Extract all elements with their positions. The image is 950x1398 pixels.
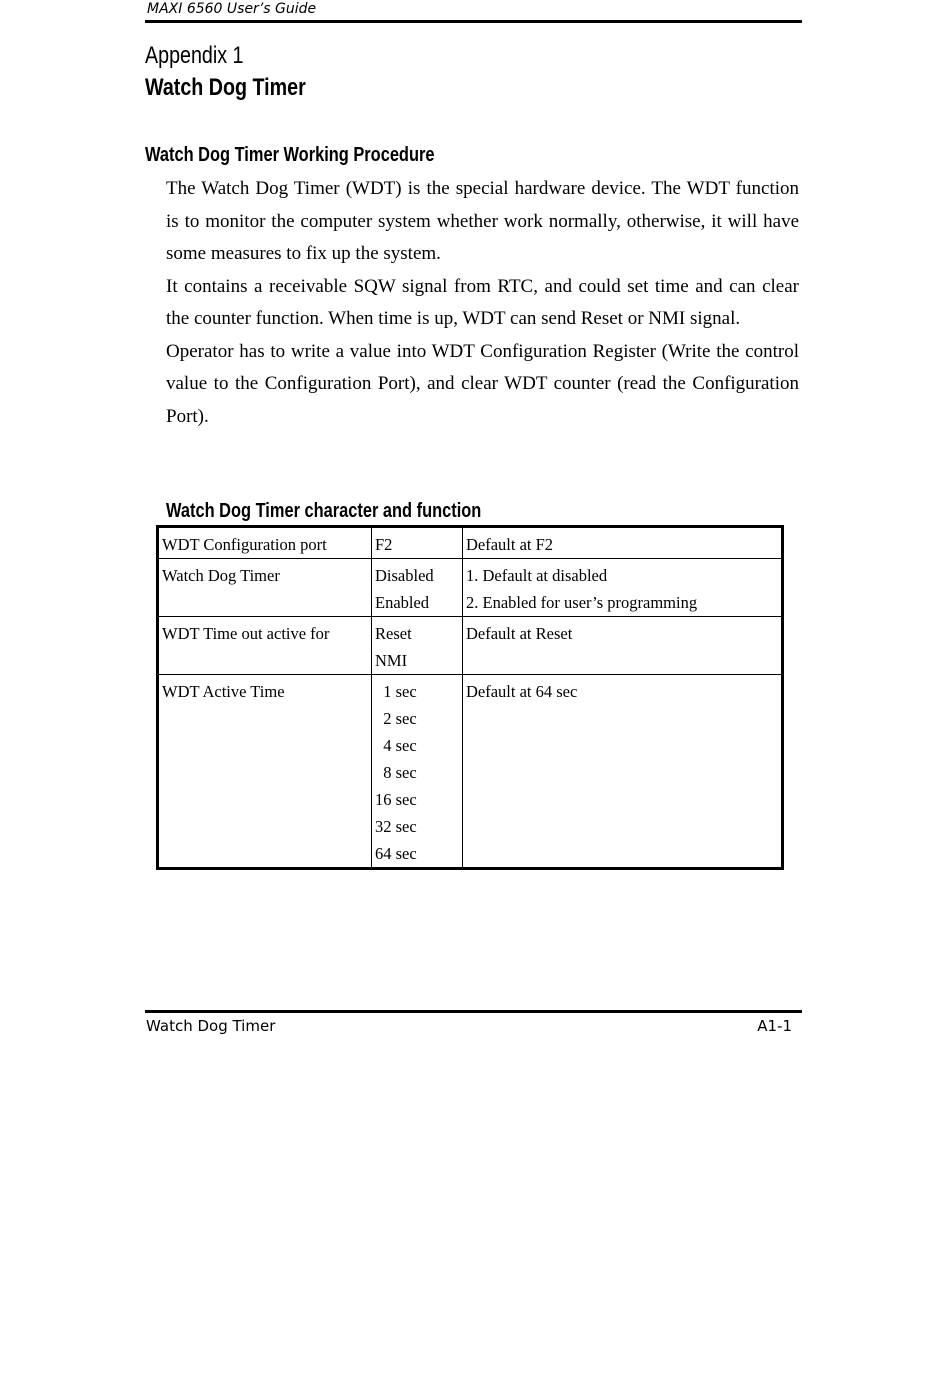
table-cell-item: WDT Time out active for: [158, 617, 372, 675]
page-title: Watch Dog Timer: [145, 74, 306, 101]
table-cell-value: 1 sec 2 sec 4 sec 8 sec 16 sec 32 sec 64 sec: [372, 675, 463, 869]
table-row: [158, 559, 783, 617]
section-heading-procedure: Watch Dog Timer Working Procedure: [145, 144, 435, 166]
page-header: [145, 0, 802, 23]
table-row: [158, 675, 783, 869]
table-cell-note: 1. Default at disabled 2. Enabled for user’s programming: [463, 559, 783, 617]
table-cell-item: Watch Dog Timer: [158, 559, 372, 617]
paragraph: Operator has to write a value into WDT Configuration Register (Write the control value to the Configuration Port), and clear WDT counter (read the Configuration Port).: [166, 340, 799, 427]
table-cell-value: F2: [372, 527, 463, 559]
table-cell-item: WDT Configuration port: [158, 527, 372, 559]
page-number: A1-1: [757, 1017, 792, 1035]
running-title: MAXI 6560 User’s Guide: [147, 1, 317, 17]
table-cell-note: Default at 64 sec: [463, 675, 783, 869]
table-row: [158, 527, 783, 559]
table-cell-note: Default at F2: [463, 527, 783, 559]
procedure-text: [166, 173, 799, 433]
table-cell-value: Disabled Enabled: [372, 559, 463, 617]
footer-section-title: Watch Dog Timer: [146, 1017, 276, 1035]
table-cell-note: Default at Reset: [463, 617, 783, 675]
table-cell-item: WDT Active Time: [158, 675, 372, 869]
table-row: [158, 617, 783, 675]
page-footer: [145, 1010, 802, 1037]
paragraph: It contains a receivable SQW signal from RTC, and could set time and can clear the counter function. When time is up, WDT can send Reset or NMI signal.: [166, 275, 799, 329]
section-heading-function: Watch Dog Timer character and function: [166, 500, 482, 522]
paragraph: The Watch Dog Timer (WDT) is the special hardware device. The WDT function is to monitor the computer system whether work normally, otherwise, it will have some measures to fix up the system.: [166, 178, 799, 264]
appendix-label: Appendix 1: [145, 42, 244, 69]
table-cell-value: Reset NMI: [372, 617, 463, 675]
wdt-function-table: [156, 525, 784, 870]
